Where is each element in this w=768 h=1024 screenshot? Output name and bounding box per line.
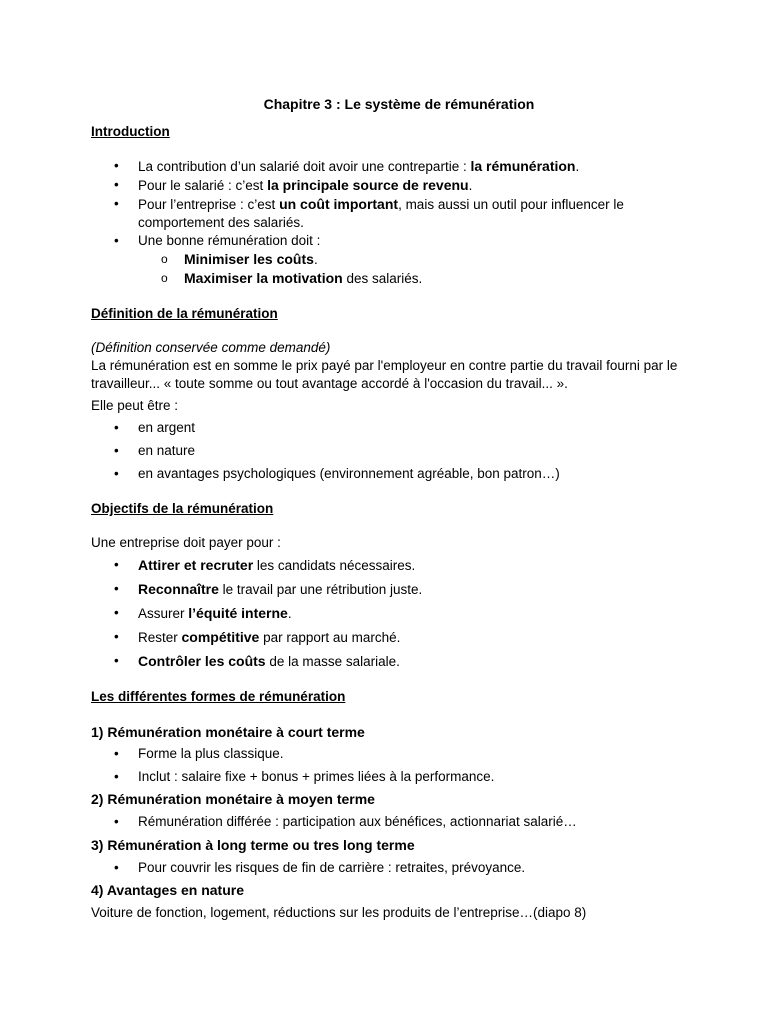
list-item: • Rémunération différée : participation aux bénéfices, actionnariat salarié…	[91, 813, 691, 831]
item-text: Pour le salarié : c’est	[138, 178, 268, 193]
section-heading-forms: Les différentes formes de rémunération	[91, 689, 346, 704]
item-text: de la masse salariale.	[265, 654, 400, 669]
item-text: , mais aussi un outil pour influencer le comportement des salariés.	[138, 197, 624, 230]
item-text: Pour l’entreprise : c’est	[138, 197, 280, 212]
short-term-list	[91, 745, 691, 786]
item-text: .	[313, 252, 318, 267]
subsection-title-short-term: 1) Rémunération monétaire à court terme	[91, 724, 365, 740]
section-heading-introduction: Introduction	[91, 124, 170, 139]
item-emphasis: Contrôler les coûts	[138, 653, 266, 669]
item-text: Rester	[138, 630, 182, 645]
item-emphasis: Reconnaître	[138, 581, 219, 597]
list-item: • en argent	[91, 419, 691, 437]
definition-note: (Définition conservée comme demandé)	[91, 340, 331, 355]
list-item: • Forme la plus classique.	[91, 745, 691, 763]
subsection-title-benefits-in-kind: 4) Avantages en nature	[91, 882, 245, 898]
item-text: .	[575, 159, 580, 174]
list-item	[91, 580, 691, 599]
list-item: • Inclut : salaire fixe + bonus + primes liées à la performance.	[91, 768, 691, 786]
list-item	[91, 628, 691, 647]
sub-list-item	[91, 269, 691, 288]
item-text: La contribution d’un salarié doit avoir une contrepartie :	[138, 159, 471, 174]
list-item	[91, 195, 691, 232]
long-term-list	[91, 859, 691, 877]
list-item	[91, 652, 691, 671]
item-emphasis: la principale source de revenu	[267, 177, 469, 193]
sub-list-item	[91, 250, 691, 269]
item-text: .	[287, 606, 292, 621]
document-page	[91, 95, 691, 922]
objectives-list	[91, 556, 691, 671]
section-heading-definition: Définition de la rémunération	[91, 306, 278, 321]
item-text: .	[468, 178, 473, 193]
document-title: Chapitre 3 : Le système de rémunération	[263, 96, 535, 112]
definition-list	[91, 419, 691, 483]
section-heading-objectives: Objectifs de la rémunération	[91, 501, 274, 516]
item-emphasis: l’équité interne	[188, 605, 288, 621]
benefits-in-kind-text: Voiture de fonction, logement, réductions sur les produits de l’entreprise…(diapo 8)	[91, 905, 587, 920]
definition-intro: Elle peut être :	[91, 398, 179, 413]
list-item	[91, 157, 691, 176]
item-text: Assurer	[138, 606, 189, 621]
list-item: • Pour couvrir les risques de fin de carrière : retraites, prévoyance.	[91, 859, 691, 877]
list-item	[91, 232, 691, 250]
item-emphasis: compétitive	[181, 629, 260, 645]
item-emphasis: Attirer et recruter	[138, 557, 254, 573]
item-text: Une bonne rémunération doit :	[138, 233, 321, 248]
item-emphasis: la rémunération	[470, 158, 576, 174]
item-text: le travail par une rétribution juste.	[218, 582, 423, 597]
list-item	[91, 556, 691, 575]
item-text: des salariés.	[342, 271, 423, 286]
list-item	[91, 604, 691, 623]
item-emphasis: Minimiser les coûts	[184, 251, 314, 267]
definition-text: La rémunération est en somme le prix payé par l'employeur en contre partie du travail fourni par le travailleur... « toute somme ou tout avantage accordé à l'occasion du travail... ».	[91, 358, 678, 391]
list-item	[91, 176, 691, 195]
subsection-title-long-term: 3) Rémunération à long terme ou tres long terme	[91, 837, 415, 853]
subsection-title-medium-term: 2) Rémunération monétaire à moyen terme	[91, 791, 375, 807]
medium-term-list	[91, 813, 691, 831]
item-text: par rapport au marché.	[259, 630, 401, 645]
item-emphasis: Maximiser la motivation	[184, 270, 343, 286]
objectives-intro: Une entreprise doit payer pour :	[91, 535, 281, 550]
item-emphasis: un coût important	[279, 196, 399, 212]
intro-list	[91, 157, 691, 288]
list-item: • en avantages psychologiques (environnement agréable, bon patron…)	[91, 465, 691, 483]
list-item: • en nature	[91, 442, 691, 460]
item-text: les candidats nécessaires.	[253, 558, 416, 573]
